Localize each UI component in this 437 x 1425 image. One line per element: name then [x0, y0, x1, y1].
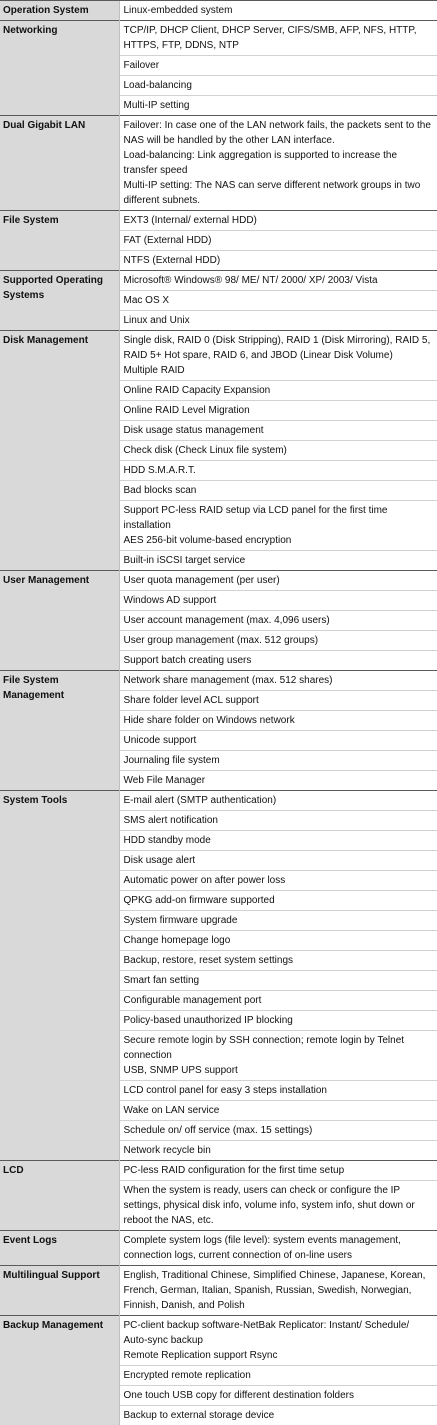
spec-value: When the system is ready, users can check or configure the IP settings, physical disk info, volume info, system info, shut down or reboot the NAS, etc.: [119, 1181, 437, 1231]
spec-value: PC-less RAID configuration for the first time setup: [119, 1161, 437, 1181]
spec-value: Complete system logs (file level): system events management, connection logs, current connection of on-line users: [119, 1231, 437, 1266]
table-row: [0, 791, 437, 811]
spec-value: Backup to external storage device: [119, 1406, 437, 1425]
spec-value: HDD standby mode: [119, 831, 437, 851]
spec-category-label: Operation System: [0, 1, 119, 21]
spec-category-label: Supported Operating Systems: [0, 271, 119, 331]
spec-value: Change homepage logo: [119, 931, 437, 951]
spec-value: Check disk (Check Linux file system): [119, 441, 437, 461]
spec-category-label: Backup Management: [0, 1316, 119, 1425]
spec-value: Support PC-less RAID setup via LCD panel for the first time installation AES 256-bit volume-based encryption: [119, 501, 437, 551]
spec-value: QPKG add-on firmware supported: [119, 891, 437, 911]
table-row: [0, 571, 437, 591]
spec-value: LCD control panel for easy 3 steps installation: [119, 1081, 437, 1101]
spec-value: Online RAID Level Migration: [119, 401, 437, 421]
table-row: [0, 1266, 437, 1316]
spec-value: HDD S.M.A.R.T.: [119, 461, 437, 481]
table-row: [0, 116, 437, 211]
spec-value: Windows AD support: [119, 591, 437, 611]
spec-value: Single disk, RAID 0 (Disk Stripping), RAID 1 (Disk Mirroring), RAID 5, RAID 5+ Hot spare, RAID 6, and JBOD (Linear Disk Volume) Multiple RAID: [119, 331, 437, 381]
spec-category-label: Multilingual Support: [0, 1266, 119, 1316]
spec-value: Built-in iSCSI target service: [119, 551, 437, 571]
spec-value: Policy-based unauthorized IP blocking: [119, 1011, 437, 1031]
spec-value: One touch USB copy for different destination folders: [119, 1386, 437, 1406]
table-row: [0, 211, 437, 231]
table-row: [0, 671, 437, 691]
spec-value: English, Traditional Chinese, Simplified Chinese, Japanese, Korean, French, German, Italian, Spanish, Russian, Swedish, Norwegian, Finnish, Danish, and Polish: [119, 1266, 437, 1316]
spec-value: User quota management (per user): [119, 571, 437, 591]
spec-value: TCP/IP, DHCP Client, DHCP Server, CIFS/SMB, AFP, NFS, HTTP, HTTPS, FTP, DDNS, NTP: [119, 21, 437, 56]
spec-category-label: Disk Management: [0, 331, 119, 571]
spec-value: Failover: [119, 56, 437, 76]
spec-category-label: System Tools: [0, 791, 119, 1161]
spec-value: E-mail alert (SMTP authentication): [119, 791, 437, 811]
spec-value: Bad blocks scan: [119, 481, 437, 501]
spec-value: Journaling file system: [119, 751, 437, 771]
spec-value: Multi-IP setting: [119, 96, 437, 116]
table-row: [0, 21, 437, 56]
table-row: [0, 1316, 437, 1366]
spec-value: NTFS (External HDD): [119, 251, 437, 271]
spec-value: Linux-embedded system: [119, 1, 437, 21]
spec-category-label: Event Logs: [0, 1231, 119, 1266]
spec-value: Wake on LAN service: [119, 1101, 437, 1121]
spec-value: Schedule on/ off service (max. 15 settings): [119, 1121, 437, 1141]
spec-value: Online RAID Capacity Expansion: [119, 381, 437, 401]
table-row: [0, 331, 437, 381]
spec-value: Mac OS X: [119, 291, 437, 311]
spec-value: Network recycle bin: [119, 1141, 437, 1161]
table-row: [0, 1231, 437, 1266]
spec-category-label: File System: [0, 211, 119, 271]
spec-value: Load-balancing: [119, 76, 437, 96]
spec-value: System firmware upgrade: [119, 911, 437, 931]
spec-value: Secure remote login by SSH connection; remote login by Telnet connection USB, SNMP UPS support: [119, 1031, 437, 1081]
spec-value: Automatic power on after power loss: [119, 871, 437, 891]
spec-value: EXT3 (Internal/ external HDD): [119, 211, 437, 231]
spec-value: User account management (max. 4,096 users): [119, 611, 437, 631]
spec-value: Backup, restore, reset system settings: [119, 951, 437, 971]
spec-value: Disk usage alert: [119, 851, 437, 871]
table-row: [0, 1161, 437, 1181]
spec-value: Configurable management port: [119, 991, 437, 1011]
spec-value: Linux and Unix: [119, 311, 437, 331]
spec-value: User group management (max. 512 groups): [119, 631, 437, 651]
spec-value: Support batch creating users: [119, 651, 437, 671]
spec-value: Unicode support: [119, 731, 437, 751]
spec-category-label: User Management: [0, 571, 119, 671]
spec-value: Share folder level ACL support: [119, 691, 437, 711]
spec-value: Failover: In case one of the LAN network fails, the packets sent to the NAS will be handled by the other LAN interface. Load-balancing: Link aggregation is supported to increase the transfer speed Multi-IP setting: The NAS can serve different network groups in two different subnets.: [119, 116, 437, 211]
spec-value: Smart fan setting: [119, 971, 437, 991]
spec-value: Network share management (max. 512 shares): [119, 671, 437, 691]
spec-value: Hide share folder on Windows network: [119, 711, 437, 731]
spec-value: Disk usage status management: [119, 421, 437, 441]
spec-value: Microsoft® Windows® 98/ ME/ NT/ 2000/ XP/ 2003/ Vista: [119, 271, 437, 291]
spec-category-label: LCD: [0, 1161, 119, 1231]
spec-value: FAT (External HDD): [119, 231, 437, 251]
table-row: [0, 271, 437, 291]
spec-value: Encrypted remote replication: [119, 1366, 437, 1386]
spec-value: SMS alert notification: [119, 811, 437, 831]
spec-category-label: File System Management: [0, 671, 119, 791]
table-row: [0, 1, 437, 21]
spec-table-body: [0, 1, 437, 1425]
spec-category-label: Dual Gigabit LAN: [0, 116, 119, 211]
spec-category-label: Networking: [0, 21, 119, 116]
spec-value: PC-client backup software-NetBak Replicator: Instant/ Schedule/ Auto-sync backup Remote Replication support Rsync: [119, 1316, 437, 1366]
spec-value: Web File Manager: [119, 771, 437, 791]
